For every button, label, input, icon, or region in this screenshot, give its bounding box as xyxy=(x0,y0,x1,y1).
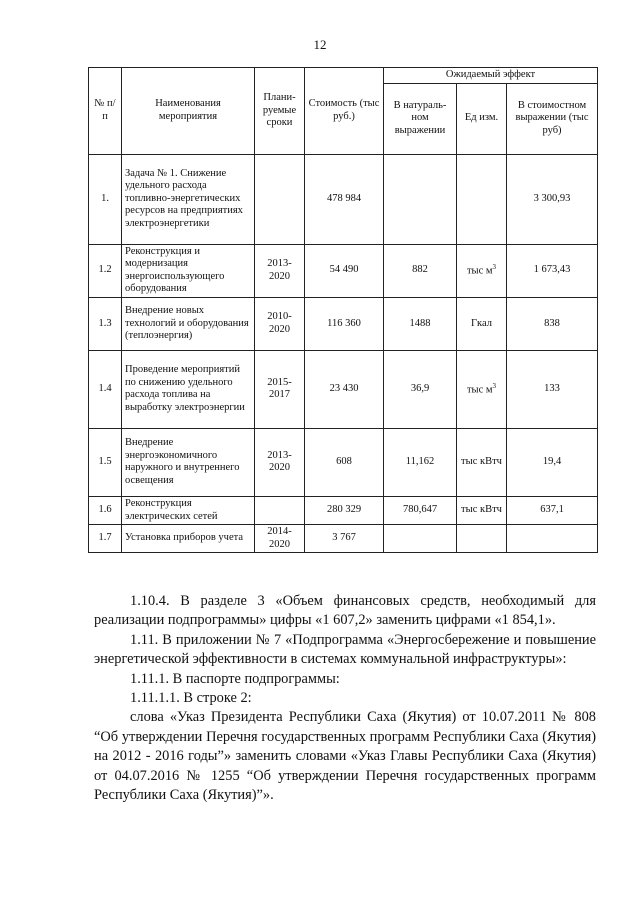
paragraph: 1.11.1.1. В строке 2: xyxy=(130,690,252,707)
table-row xyxy=(89,496,598,524)
paragraph: 1.11.1. В паспорте подпрограммы: xyxy=(130,670,340,687)
row-natural xyxy=(384,154,457,244)
table-row xyxy=(89,297,598,350)
body-text xyxy=(94,592,596,805)
row-name: Реконструкция электрических сетей xyxy=(122,496,255,524)
row-natural: 780,647 xyxy=(384,496,457,524)
row-terms: 2010-2020 xyxy=(255,297,305,350)
header-unit: Ед изм. xyxy=(457,83,507,154)
table-row xyxy=(89,244,598,297)
row-num: 1.6 xyxy=(89,496,122,524)
row-cost: 23 430 xyxy=(305,350,384,428)
row-unit: Гкал xyxy=(457,297,507,350)
paragraph: 1.10.4. В разделе 3 «Объем финансовых средств, необходимый для реализации подпрограммы» цифры «1 607,2» заменить цифрами «1 854,1». xyxy=(94,593,596,629)
row-natural: 11,162 xyxy=(384,428,457,496)
header-num: № п/п xyxy=(89,68,122,155)
row-name: Задача № 1. Снижение удельного расхода топливно-энергетических ресурсов на предприятиях электроэнергетики xyxy=(122,154,255,244)
table-row xyxy=(89,428,598,496)
row-cost: 116 360 xyxy=(305,297,384,350)
row-terms xyxy=(255,154,305,244)
row-num: 1. xyxy=(89,154,122,244)
row-terms: 2013-2020 xyxy=(255,428,305,496)
row-value: 19,4 xyxy=(507,428,598,496)
header-cost: Стоимость (тыс руб.) xyxy=(305,68,384,155)
row-unit: тыс кВтч xyxy=(457,496,507,524)
row-terms: 2013-2020 xyxy=(255,244,305,297)
row-value: 637,1 xyxy=(507,496,598,524)
table-row xyxy=(89,525,598,553)
row-terms: 2014-2020 xyxy=(255,525,305,553)
row-num: 1.7 xyxy=(89,525,122,553)
row-cost: 478 984 xyxy=(305,154,384,244)
row-name: Внедрение новых технологий и оборудования (теплоэнергия) xyxy=(122,297,255,350)
row-num: 1.3 xyxy=(89,297,122,350)
row-unit xyxy=(457,154,507,244)
row-value: 1 673,43 xyxy=(507,244,598,297)
row-value: 838 xyxy=(507,297,598,350)
row-name: Внедрение энергоэкономичного наружного и внутреннего освещения xyxy=(122,428,255,496)
header-terms: Плани-руемые сроки xyxy=(255,68,305,155)
header-name: Наименования мероприятия xyxy=(122,68,255,155)
row-name: Установка приборов учета xyxy=(122,525,255,553)
header-natural: В натураль-ном выражении xyxy=(384,83,457,154)
row-value xyxy=(507,525,598,553)
row-cost: 280 329 xyxy=(305,496,384,524)
row-cost: 3 767 xyxy=(305,525,384,553)
row-value: 3 300,93 xyxy=(507,154,598,244)
paragraph: 1.11. В приложении № 7 «Подпрограмма «Энергосбережение и повышение энергетической эффективности в системах коммунальной инфраструктуры»: xyxy=(94,631,596,668)
table-header-row xyxy=(89,68,598,84)
row-num: 1.4 xyxy=(89,350,122,428)
row-unit xyxy=(457,525,507,553)
table-row xyxy=(89,154,598,244)
row-name: Проведение мероприятий по снижению удельного расхода топлива на выработку электроэнергии xyxy=(122,350,255,428)
row-natural: 36,9 xyxy=(384,350,457,428)
page-number: 12 xyxy=(313,37,327,52)
row-unit: тыс $м^3$ xyxy=(457,244,507,297)
row-cost: 608 xyxy=(305,428,384,496)
row-num: 1.5 xyxy=(89,428,122,496)
row-terms xyxy=(255,496,305,524)
header-expected-effect: Ожидаемый эффект xyxy=(384,68,598,84)
row-cost: 54 490 xyxy=(305,244,384,297)
row-natural: 882 xyxy=(384,244,457,297)
header-value: В стоимостном выражении (тыс руб) xyxy=(507,83,598,154)
row-unit: тыс $м^3$ xyxy=(457,350,507,428)
row-value: 133 xyxy=(507,350,598,428)
row-terms: 2015-2017 xyxy=(255,350,305,428)
measures-table xyxy=(88,67,598,553)
row-unit: тыс кВтч xyxy=(457,428,507,496)
row-name: Реконструкция и модернизация энергоиспользующего оборудования xyxy=(122,244,255,297)
table-row xyxy=(89,350,598,428)
row-natural xyxy=(384,525,457,553)
row-num: 1.2 xyxy=(89,244,122,297)
paragraph: слова «Указ Президента Республики Саха (Якутия) от 10.07.2011 № 808 “Об утверждении Перечня государственных программ Республики Саха (Якутия) на 2012 - 2016 годы”» заменить словами «Указ Главы Республики Саха (Якутия) от 04.07.2016 № 1255 “Об утверждении Перечня государственных программ Республики Саха (Якутия)”». xyxy=(94,709,596,804)
row-natural: 1488 xyxy=(384,297,457,350)
